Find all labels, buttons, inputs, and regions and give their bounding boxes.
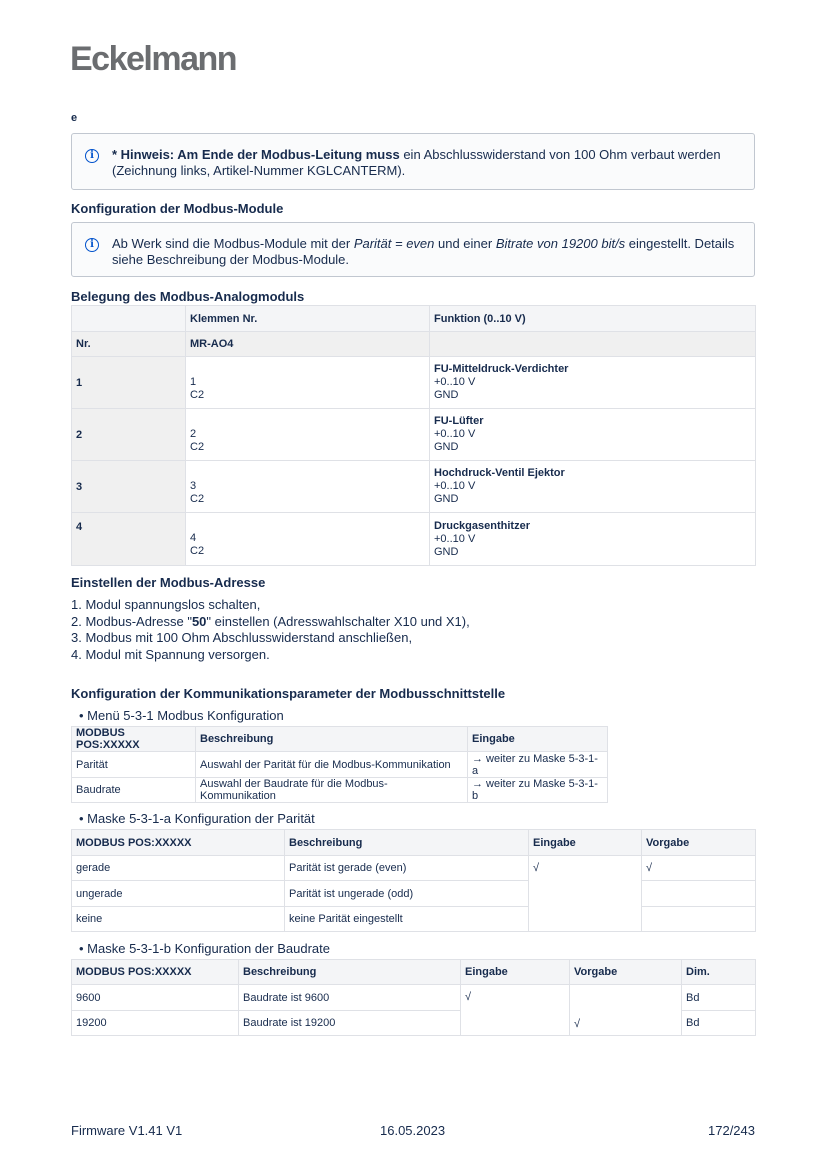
- cell: GND: [434, 441, 459, 453]
- heading-module-config: Konfiguration der Modbus-Module: [71, 201, 284, 216]
- note-italic: Bitrate von 19200 bit/s: [495, 236, 626, 251]
- cell: Parität ist ungerade (odd): [285, 881, 529, 907]
- cell: Hochdruck-Ventil Ejektor: [434, 467, 565, 479]
- vorgabe-check: √: [570, 985, 682, 1036]
- parity-table: [71, 829, 756, 932]
- list-item: 3. Modbus mit 100 Ohm Abschlusswiderstand anschließen,: [71, 630, 413, 645]
- table-row: [72, 357, 756, 409]
- cell: Baudrate: [72, 778, 196, 803]
- cell: GND: [434, 545, 459, 558]
- th: Vorgabe: [570, 960, 682, 985]
- link-mask-a[interactable]: → weiter zu Maske 5-3-1-a: [468, 752, 608, 778]
- baudrate-table: [71, 959, 756, 1036]
- table-row: [72, 985, 756, 1011]
- cell: FU-Mitteldruck-Verdichter: [434, 363, 569, 375]
- cell-nr: 1: [72, 357, 186, 409]
- cell: C2: [190, 388, 205, 401]
- eckelmann-logo: Eckelmann: [70, 40, 237, 78]
- note-italic: Parität = even: [353, 236, 435, 251]
- vorgabe-check: √: [642, 856, 756, 881]
- cell: [642, 907, 756, 932]
- th: Eingabe: [468, 727, 608, 752]
- link-mask-b[interactable]: → weiter zu Maske 5-3-1-b: [468, 778, 608, 803]
- footer-firmware: Firmware V1.41 V1: [71, 1123, 183, 1138]
- address-steps: [71, 597, 470, 663]
- address-value: 50: [191, 613, 207, 629]
- cell: C2: [190, 545, 205, 557]
- cell: +0..10 V: [434, 376, 476, 388]
- th: Klemmen Nr.: [186, 306, 430, 332]
- th: Dim.: [682, 960, 756, 985]
- cell: GND: [434, 493, 459, 505]
- cell: +0..10 V: [434, 532, 476, 545]
- section-marker: e: [71, 112, 78, 124]
- note-text: ein Abschlusswiderstand von 100 Ohm verbaut werden (Zeichnung links, Artikel-Nummer KGLCANTERM).: [112, 147, 721, 178]
- note-bold: * Hinweis: Am Ende der Modbus-Leitung muss: [112, 147, 400, 162]
- note-text: Ab Werk sind die Modbus-Module mit der: [112, 236, 354, 251]
- th: Nr.: [72, 332, 186, 357]
- list-item: 1. Modul spannungslos schalten,: [71, 597, 261, 612]
- table-row: [72, 881, 756, 907]
- th: [430, 332, 756, 357]
- th: MODBUS POS:XXXXX: [72, 830, 285, 856]
- table-row: [72, 752, 608, 778]
- cell: +0..10 V: [434, 480, 476, 492]
- cell: 1: [190, 375, 197, 388]
- th: Beschreibung: [285, 830, 529, 856]
- cell: Bd: [682, 985, 756, 1011]
- table-row: [72, 513, 756, 566]
- th: [72, 306, 186, 332]
- cell-nr: 2: [72, 409, 186, 461]
- info-icon: i: [85, 238, 99, 252]
- th: Beschreibung: [239, 960, 461, 985]
- note-text: eingestellt. Details siehe Beschreibung der Modbus-Module.: [112, 236, 735, 267]
- text: 2. Modbus-Adresse ": [71, 613, 192, 629]
- cell: Parität ist gerade (even): [285, 856, 529, 881]
- th: MR-AO4: [186, 332, 430, 357]
- cell: 2: [190, 427, 197, 440]
- cell: Bd: [682, 1011, 756, 1036]
- note-text: und einer: [434, 236, 496, 251]
- eingabe-check: √: [461, 985, 570, 1036]
- cell: keine: [72, 907, 285, 932]
- cell: +0..10 V: [434, 428, 476, 440]
- cell: Parität: [72, 752, 196, 778]
- footer-date: 16.05.2023: [380, 1123, 446, 1138]
- table-row: [72, 461, 756, 513]
- cell: 3: [190, 479, 197, 492]
- list-item: [71, 614, 470, 631]
- th: MODBUS POS:XXXXX: [72, 960, 239, 985]
- cell: C2: [190, 492, 205, 505]
- cell: keine Parität eingestellt: [285, 907, 529, 932]
- cell: Auswahl der Baudrate für die Modbus-Kommunikation: [196, 778, 468, 803]
- cell: GND: [434, 389, 459, 401]
- menu-table: [71, 726, 608, 803]
- bullet-baudrate: • Maske 5-3-1-b Konfiguration der Baudrate: [79, 941, 330, 956]
- info-note-defaults: [71, 222, 755, 277]
- th: Funktion (0..10 V): [430, 306, 756, 332]
- cell: FU-Lüfter: [434, 415, 484, 427]
- bullet-parity: • Maske 5-3-1-a Konfiguration der Parität: [79, 811, 315, 826]
- cell: C2: [190, 440, 205, 453]
- table-row: [72, 778, 608, 803]
- list-item: 4. Modul mit Spannung versorgen.: [71, 646, 270, 662]
- text: " einstellen (Adresswahlschalter X10 und X1),: [206, 613, 470, 629]
- footer-page: 172/243: [708, 1123, 755, 1138]
- heading-comm-params: Konfiguration der Kommunikationsparameter der Modbusschnittstelle: [71, 686, 506, 701]
- heading-address: Einstellen der Modbus-Adresse: [71, 575, 266, 590]
- cell: Baudrate ist 9600: [239, 985, 461, 1011]
- analog-module-table: [71, 305, 756, 566]
- th: Eingabe: [529, 830, 642, 856]
- cell-nr: 3: [72, 461, 186, 513]
- th: Vorgabe: [642, 830, 756, 856]
- cell: 19200: [72, 1011, 239, 1036]
- th: Eingabe: [461, 960, 570, 985]
- eingabe-check: √: [529, 856, 642, 932]
- table-row: [72, 409, 756, 461]
- cell-nr: 4: [72, 513, 186, 566]
- th: MODBUS POS:XXXXX: [72, 727, 196, 752]
- heading-belegung: Belegung des Modbus-Analogmoduls: [71, 289, 305, 304]
- cell: Baudrate ist 19200: [239, 1011, 461, 1036]
- info-icon: i: [85, 149, 99, 163]
- table-row: [72, 907, 756, 932]
- cell: Druckgasenthitzer: [434, 519, 530, 532]
- cell: 4: [190, 532, 197, 544]
- bullet-menu: • Menü 5-3-1 Modbus Konfiguration: [79, 708, 284, 723]
- th: Beschreibung: [196, 727, 468, 752]
- cell: 9600: [72, 985, 239, 1011]
- info-note-termination: [71, 133, 755, 190]
- cell: Auswahl der Parität für die Modbus-Kommunikation: [196, 752, 468, 778]
- cell: [642, 881, 756, 907]
- cell: gerade: [72, 856, 285, 881]
- cell: ungerade: [72, 881, 285, 907]
- table-row: [72, 856, 756, 881]
